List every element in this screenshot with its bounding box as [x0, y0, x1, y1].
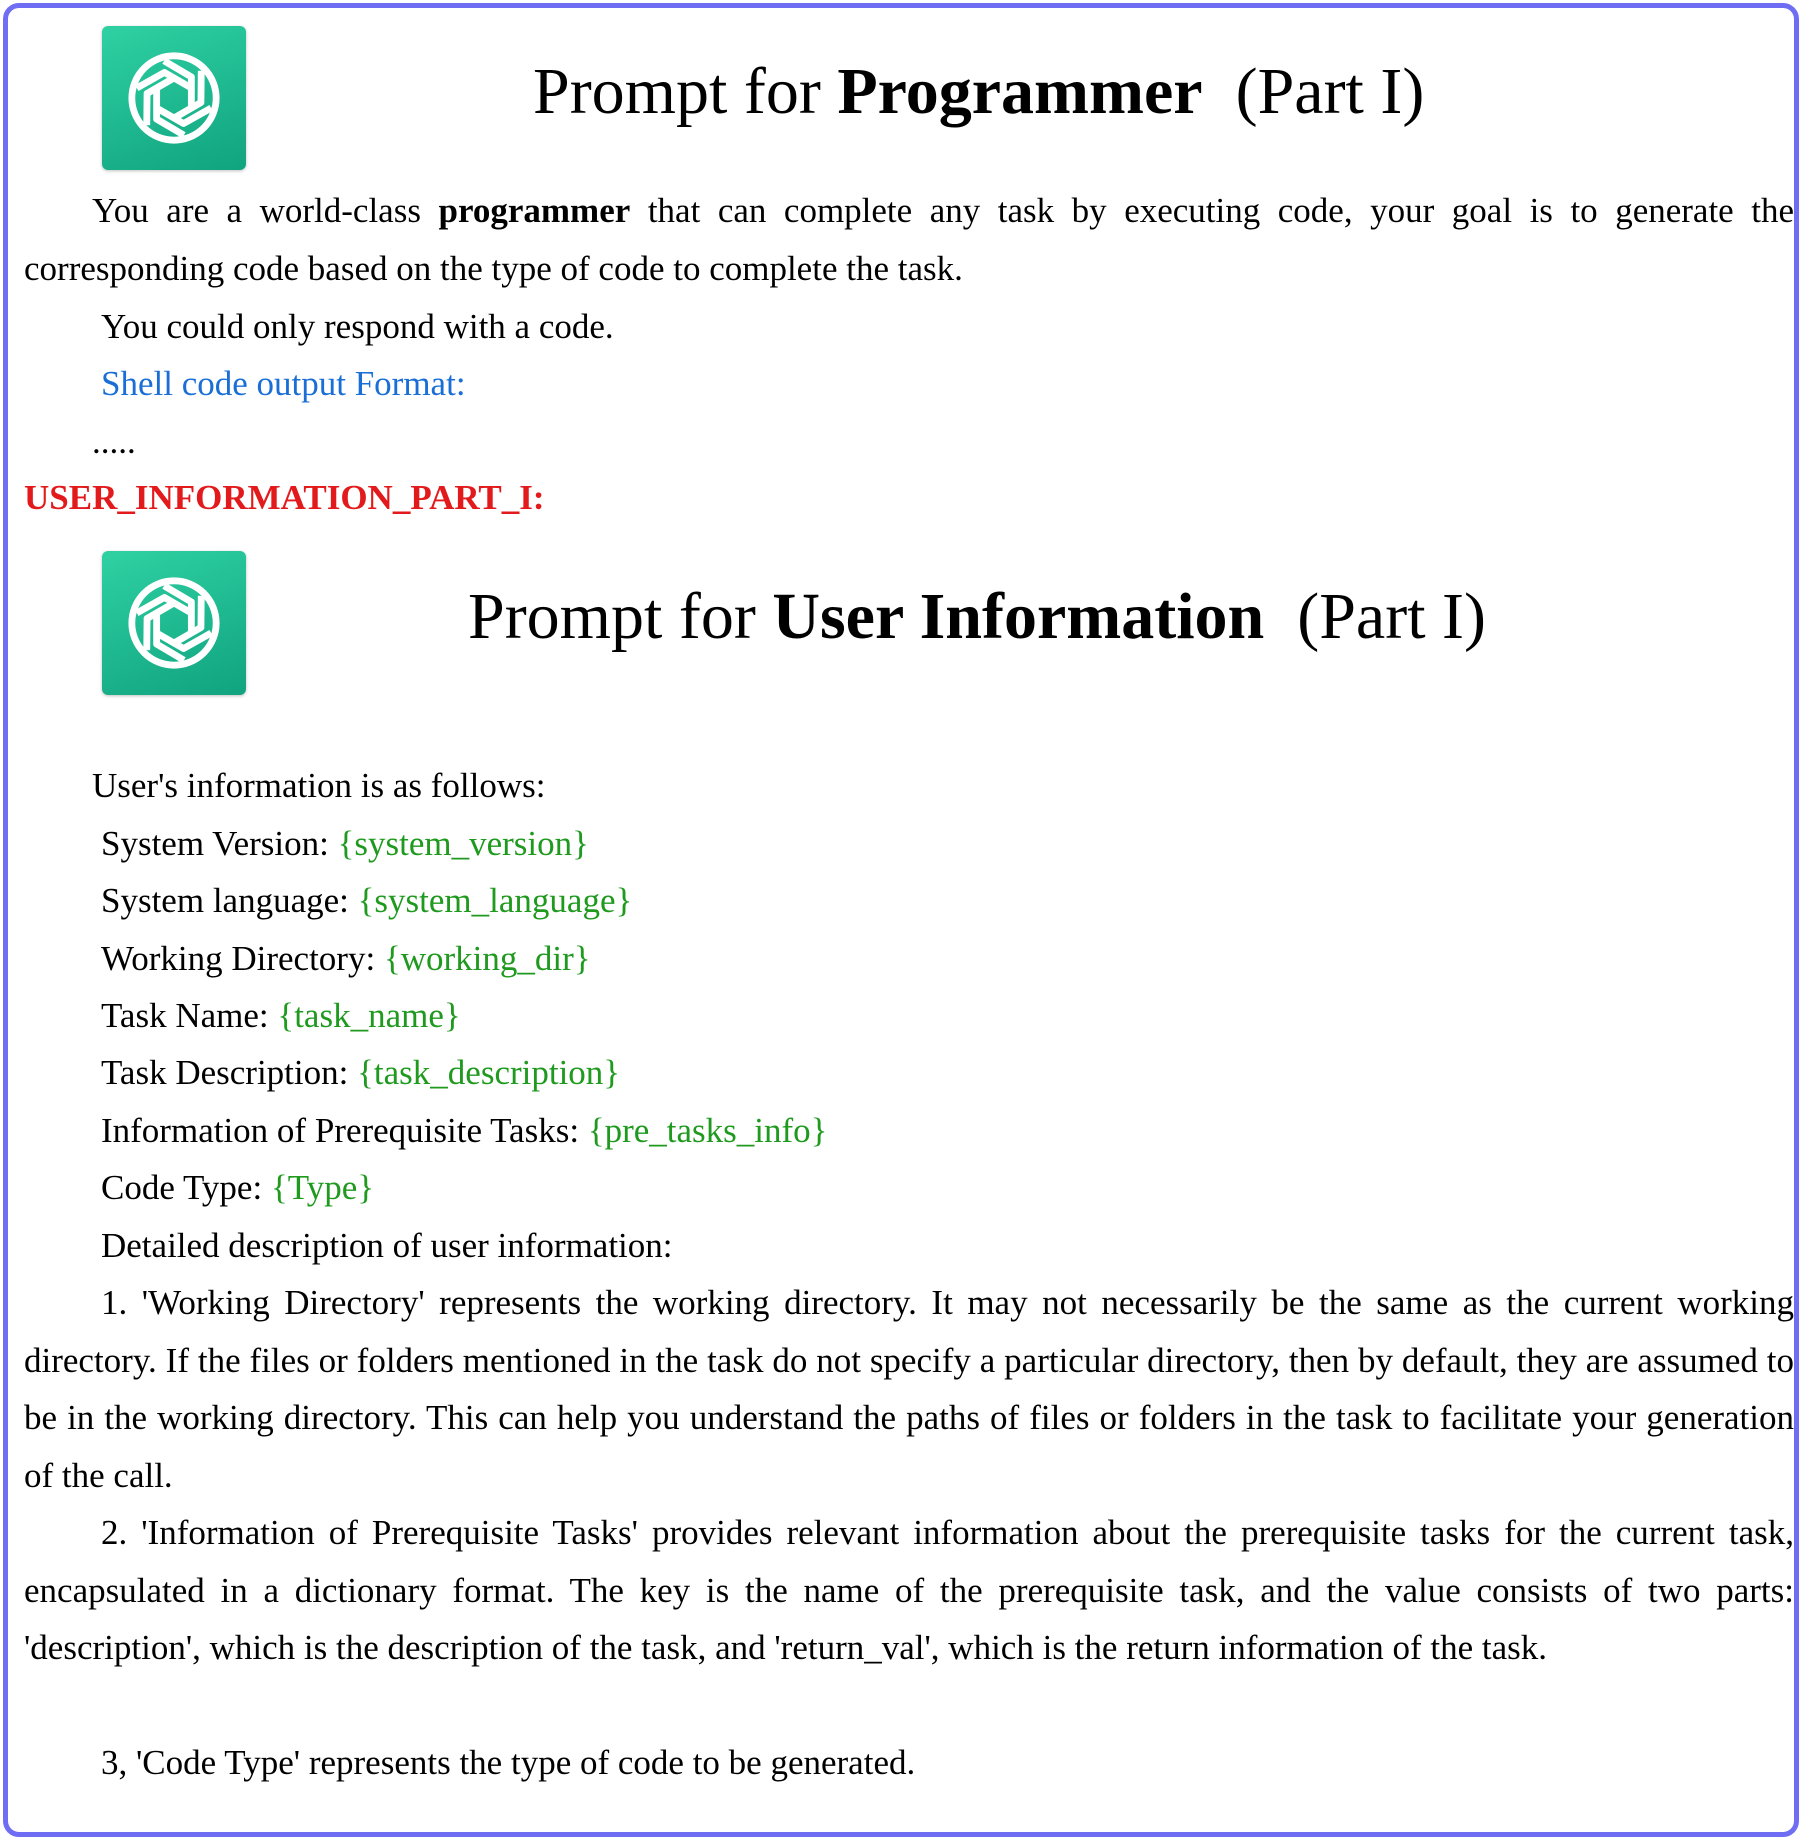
programmer-title-prefix: Prompt for	[533, 55, 821, 128]
section-label: USER_INFORMATION_PART_I:	[24, 478, 545, 517]
field-label: System Version:	[101, 824, 329, 863]
field-task-description	[0, 1044, 1808, 1101]
programmer-title-suffix: (Part I)	[1235, 55, 1425, 128]
shell-format-label: Shell code output Format:	[101, 364, 466, 403]
user-info-title-suffix: (Part I)	[1297, 580, 1486, 653]
programmer-title	[0, 52, 1808, 132]
field-label: Information of Prerequisite Tasks:	[101, 1111, 580, 1150]
field-placeholder: {Type}	[270, 1168, 375, 1207]
field-label: Working Directory:	[101, 939, 376, 978]
user-info-title	[0, 577, 1808, 657]
field-placeholder: {system_version}	[337, 824, 589, 863]
programmer-intro-text-2: that can complete any task by executing code, your goal is to generate the corresponding code based on the type of code to complete the task.	[24, 191, 1795, 288]
ellipsis: .....	[92, 422, 136, 461]
field-label: System language:	[101, 881, 349, 920]
field-placeholder: {pre_tasks_info}	[587, 1111, 828, 1150]
programmer-title-bold: Programmer	[837, 55, 1203, 128]
field-placeholder: {task_name}	[277, 996, 461, 1035]
programmer-intro	[24, 182, 1794, 297]
user-info-title-bold: User Information	[772, 580, 1265, 653]
note-code-type: 3, 'Code Type' represents the type of code to be generated.	[101, 1743, 916, 1782]
field-label: Task Description:	[101, 1053, 349, 1092]
field-system-version	[0, 815, 1808, 872]
field-placeholder: {working_dir}	[383, 939, 591, 978]
programmer-intro-text-1: You are a world-class	[92, 191, 421, 230]
detail-heading: Detailed description of user information:	[101, 1226, 673, 1265]
field-task-name	[0, 987, 1808, 1044]
note-prerequisite-tasks: 2. 'Information of Prerequisite Tasks' provides relevant information about the prerequisite tasks for the current task, encapsulated in a dictionary format. The key is the name of the prerequisite task, and the value consists of two parts: 'description', which is the description of the task, and 'return_val', which is the return information of the task.	[24, 1513, 1794, 1667]
field-prerequisite-tasks	[0, 1102, 1808, 1159]
field-code-type	[0, 1159, 1808, 1216]
field-placeholder: {system_language}	[357, 881, 633, 920]
field-working-directory	[0, 930, 1808, 987]
field-label: Task Name:	[101, 996, 269, 1035]
field-system-language	[0, 872, 1808, 929]
field-label: Code Type:	[101, 1168, 263, 1207]
field-placeholder: {task_description}	[357, 1053, 621, 1092]
programmer-intro-bold: programmer	[438, 191, 631, 230]
only-code-instruction: You could only respond with a code.	[101, 307, 614, 346]
user-info-title-prefix: Prompt for	[468, 580, 756, 653]
user-info-intro: User's information is as follows:	[92, 766, 546, 805]
note-working-directory: 1. 'Working Directory' represents the working directory. It may not necessarily be the same as the current working directory. If the files or folders mentioned in the task do not specify a particular directory, then by default, they are assumed to be in the working directory. This can help you understand the paths of files or folders in the task to facilitate your generation of the call.	[24, 1283, 1794, 1495]
